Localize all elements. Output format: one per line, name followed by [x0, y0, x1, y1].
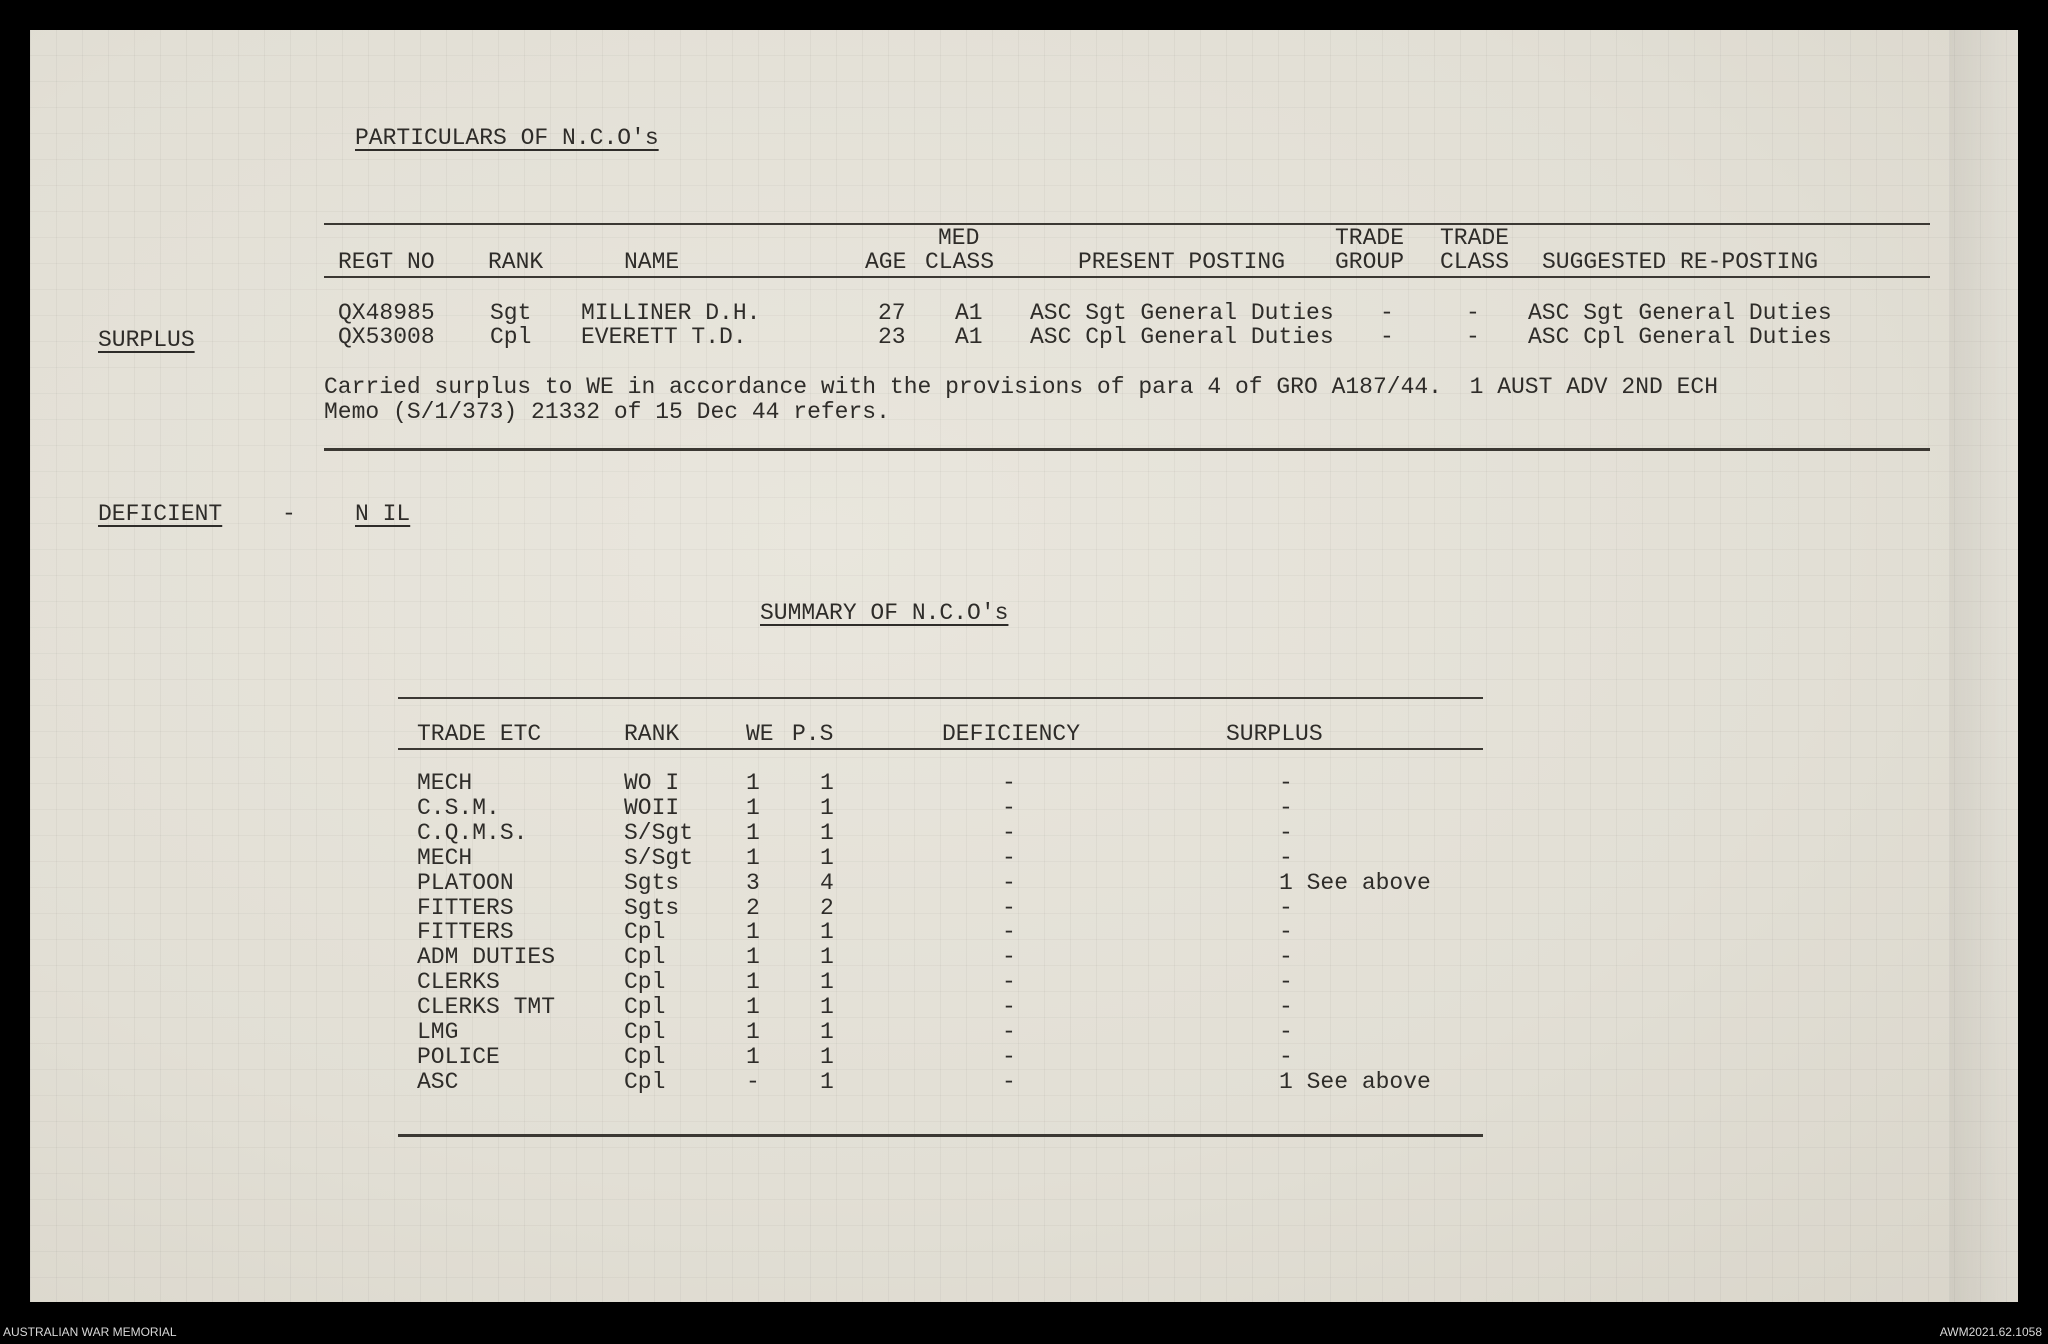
header-trade-group: GROUP	[1335, 249, 1405, 275]
deficiency-cell: -	[1002, 770, 1016, 796]
surplus-cell: -	[1279, 819, 1293, 846]
particulars-title: PARTICULARS OF N.C.O's	[355, 125, 659, 151]
surplus-cell: -	[1279, 1019, 1293, 1045]
name-cell: MILLINER D.H.	[581, 300, 761, 326]
ps-cell: 2	[820, 894, 834, 921]
trade-class-cell: -	[1466, 300, 1480, 326]
trade-cell: ADM DUTIES	[417, 944, 556, 971]
header-suggested-reposting: SUGGESTED RE-POSTING	[1542, 249, 1819, 275]
deficiency-cell: -	[1002, 994, 1016, 1021]
particulars-header-rule	[324, 276, 1930, 278]
suggested-reposting-cell: ASC Cpl General Duties	[1528, 324, 1832, 350]
we-cell: 1	[746, 819, 760, 846]
we-cell: 1	[746, 1043, 760, 1070]
surplus-note-line-1: Carried surplus to WE in accordance with the provisions of para 4 of GRO A187/44. 1 AUST ADV 2ND ECH	[324, 374, 1719, 400]
header-age: AGE	[865, 249, 907, 275]
rank-cell: S/Sgt	[624, 844, 694, 871]
age-cell: 23	[878, 324, 906, 350]
trade-cell: LMG	[417, 1019, 459, 1045]
we-cell: 1	[746, 1019, 760, 1045]
rank-cell: Cpl	[624, 1019, 666, 1045]
summary-header-deficiency: DEFICIENCY	[942, 721, 1081, 747]
we-cell: 1	[746, 994, 760, 1021]
rank-cell: WO I	[624, 770, 680, 796]
summary-title: SUMMARY OF N.C.O's	[760, 600, 1009, 626]
document-page	[30, 30, 2018, 1302]
ps-cell: 1	[820, 1019, 834, 1045]
we-cell: 1	[746, 794, 760, 821]
rank-cell: Cpl	[624, 969, 666, 996]
footer-archive-name: AUSTRALIAN WAR MEMORIAL	[3, 1325, 177, 1339]
header-regt-no: REGT NO	[338, 249, 435, 275]
deficiency-cell: -	[1002, 1043, 1016, 1070]
rank-cell: Cpl	[624, 1068, 666, 1095]
rank-cell: Sgts	[624, 869, 680, 896]
deficiency-cell: -	[1002, 919, 1016, 946]
present-posting-cell: ASC Sgt General Duties	[1030, 300, 1334, 326]
surplus-cell: 1 See above	[1279, 1068, 1431, 1095]
ps-cell: 1	[820, 994, 834, 1021]
trade-cell: CLERKS TMT	[417, 994, 556, 1021]
surplus-label: SURPLUS	[98, 327, 195, 353]
deficiency-cell: -	[1002, 794, 1016, 821]
summary-header-rank: RANK	[624, 721, 680, 747]
deficient-dash: -	[282, 501, 296, 527]
trade-cell: C.S.M.	[417, 794, 500, 821]
rank-cell: Cpl	[490, 324, 532, 350]
summary-top-rule	[398, 697, 1483, 699]
med-class-cell: A1	[955, 324, 983, 350]
deficiency-cell: -	[1002, 1068, 1016, 1095]
we-cell: 1	[746, 844, 760, 871]
header-rank: RANK	[488, 249, 544, 275]
header-trade-class-top: TRADE	[1440, 225, 1510, 251]
trade-class-cell: -	[1466, 324, 1480, 350]
rank-cell: Cpl	[624, 1043, 666, 1070]
particulars-bottom-rule	[324, 448, 1930, 451]
trade-cell: MECH	[417, 844, 473, 871]
ps-cell: 1	[820, 944, 834, 971]
ps-cell: 1	[820, 770, 834, 796]
ps-cell: 1	[820, 844, 834, 871]
we-cell: -	[746, 1068, 760, 1095]
header-name: NAME	[624, 249, 680, 275]
age-cell: 27	[878, 300, 906, 326]
deficiency-cell: -	[1002, 969, 1016, 996]
summary-bottom-rule	[398, 1134, 1483, 1137]
regt-no-cell: QX53008	[338, 324, 435, 350]
surplus-cell: -	[1279, 994, 1293, 1021]
trade-cell: ASC	[417, 1068, 459, 1095]
rank-cell: Cpl	[624, 944, 666, 971]
summary-header-surplus: SURPLUS	[1226, 721, 1323, 747]
header-med-class: CLASS	[925, 249, 995, 275]
header-present-posting: PRESENT POSTING	[1078, 249, 1286, 275]
ps-cell: 1	[820, 1068, 834, 1095]
rank-cell: Sgts	[624, 894, 680, 921]
deficient-label: DEFICIENT	[98, 501, 223, 527]
we-cell: 2	[746, 894, 760, 921]
trade-cell: MECH	[417, 770, 473, 796]
summary-header-trade: TRADE ETC	[417, 721, 542, 747]
surplus-cell: -	[1279, 919, 1293, 946]
surplus-cell: -	[1279, 770, 1293, 796]
rank-cell: S/Sgt	[624, 819, 694, 846]
name-cell: EVERETT T.D.	[581, 324, 747, 350]
deficiency-cell: -	[1002, 844, 1016, 871]
suggested-reposting-cell: ASC Sgt General Duties	[1528, 300, 1832, 326]
surplus-note-line-2: Memo (S/1/373) 21332 of 15 Dec 44 refers.	[324, 399, 890, 425]
trade-cell: CLERKS	[417, 969, 500, 996]
rank-cell: Sgt	[490, 300, 532, 326]
trade-cell: C.Q.M.S.	[417, 819, 528, 846]
surplus-cell: -	[1279, 844, 1293, 871]
we-cell: 1	[746, 944, 760, 971]
header-med: MED	[938, 225, 980, 251]
we-cell: 1	[746, 969, 760, 996]
ps-cell: 1	[820, 794, 834, 821]
trade-group-cell: -	[1380, 300, 1394, 326]
ps-cell: 1	[820, 969, 834, 996]
trade-cell: POLICE	[417, 1043, 500, 1070]
regt-no-cell: QX48985	[338, 300, 435, 326]
header-trade-class: CLASS	[1440, 249, 1510, 275]
surplus-cell: -	[1279, 944, 1293, 971]
ps-cell: 1	[820, 1043, 834, 1070]
we-cell: 3	[746, 869, 760, 896]
summary-header-rule	[398, 748, 1483, 750]
summary-header-ps: P.S	[792, 721, 834, 747]
med-class-cell: A1	[955, 300, 983, 326]
trade-cell: PLATOON	[417, 869, 514, 896]
rank-cell: WOII	[624, 794, 680, 821]
rank-cell: Cpl	[624, 919, 666, 946]
deficiency-cell: -	[1002, 819, 1016, 846]
deficient-value: N IL	[355, 501, 411, 527]
paper-fold	[1949, 30, 2018, 1302]
deficiency-cell: -	[1002, 944, 1016, 971]
trade-cell: FITTERS	[417, 894, 514, 921]
trade-cell: FITTERS	[417, 919, 514, 946]
we-cell: 1	[746, 770, 760, 796]
surplus-cell: -	[1279, 969, 1293, 996]
rank-cell: Cpl	[624, 994, 666, 1021]
trade-group-cell: -	[1380, 324, 1394, 350]
deficiency-cell: -	[1002, 1019, 1016, 1045]
ps-cell: 4	[820, 869, 834, 896]
surplus-cell: -	[1279, 794, 1293, 821]
deficiency-cell: -	[1002, 869, 1016, 896]
surplus-cell: -	[1279, 894, 1293, 921]
surplus-cell: 1 See above	[1279, 869, 1431, 896]
summary-header-we: WE	[746, 721, 774, 747]
deficiency-cell: -	[1002, 894, 1016, 921]
header-trade-group-top: TRADE	[1335, 225, 1405, 251]
ps-cell: 1	[820, 919, 834, 946]
particulars-top-rule	[324, 223, 1930, 225]
ps-cell: 1	[820, 819, 834, 846]
present-posting-cell: ASC Cpl General Duties	[1030, 324, 1334, 350]
surplus-cell: -	[1279, 1043, 1293, 1070]
footer-accession-number: AWM2021.62.1058	[1939, 1325, 2042, 1339]
we-cell: 1	[746, 919, 760, 946]
